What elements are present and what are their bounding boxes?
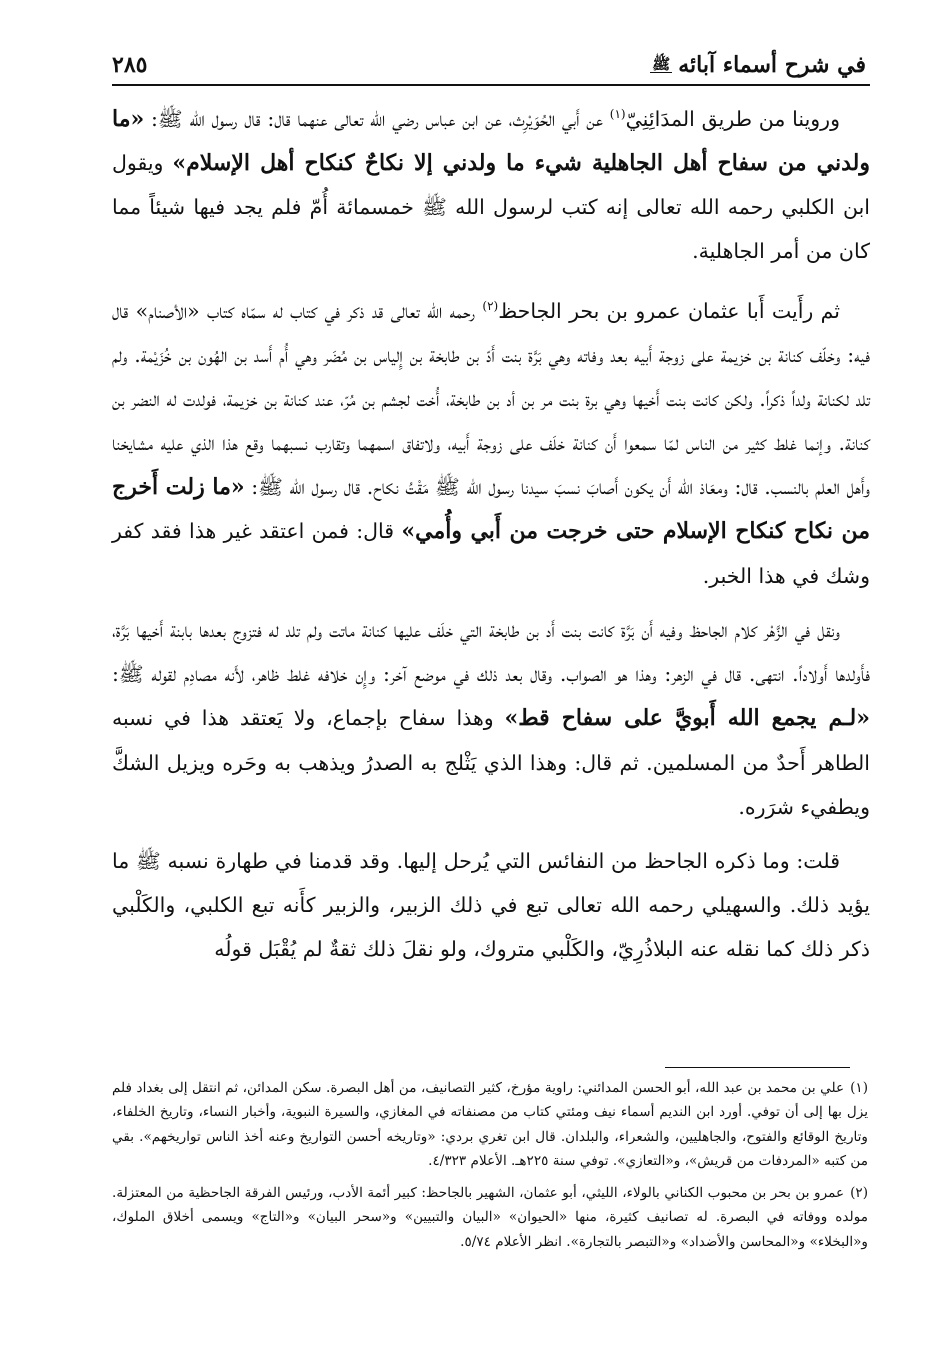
text-segment: عن أَبي الحُوَيْرِث، عن ابن عباس رضي الله تعالى عنهما قال: قال رسول الله ﷺ: xyxy=(144,106,610,131)
running-title xyxy=(650,52,866,78)
text-segment: رحمه الله تعالى قد ذكر في كتاب له سمّاه كتاب «الأصنام» قال فيه: وخلّف كنانة بن خزيمة على زوجة أَبيه بعد وفاته وهي بَرَّة بنت أَدّ بن طابخة بن إِلياس بن مُضَر وهي أُم أَسد بن الهُون بن خُزَيْمة. ولم تلد لكنانة ولداً ذكراً. ولكن كانت بنت أَخيها وهي برة بنت مر بن أد بن طابخة، أُخت لجشم بن مُرّ، عند كنانة بن خزيمة، فولدت له النضر بن كنانة. وإنما غلط كثير من الناس لمّا سمعوا أَن كنانة خلَف على زوجة أَبيه، ولاتفاق اسمهما وتقارب نسبهما وقع هذا الذي عليه مشايخنا وأَهل العلم بالنسب. قال: ومعَاذ الله أَن يكون أَصابَ نسبَ سيدنا رسول الله ﷺ مَقْتُ نكاح. قال رسول الله ﷺ: xyxy=(112,298,870,500)
footnote-item xyxy=(112,1181,868,1254)
paragraph-p4 xyxy=(112,839,870,972)
hadith-quote: «لـم يجمع الله أَبويَّ على سفاح قط» xyxy=(504,705,870,732)
text-segment: قال: فمن اعتقد غير هذا فقد كفر وشك في هذا الخبر. xyxy=(112,519,870,588)
footnote-reference: (١) xyxy=(609,107,626,121)
page-header xyxy=(112,38,866,78)
paragraph-p1 xyxy=(112,92,870,274)
footnotes xyxy=(112,1076,868,1262)
text-segment: ثم رأَيت أَبا عثمان عمرو بن بحر الجاحظ xyxy=(498,298,840,323)
text-segment: ويقول ابن الكلبي رحمه الله تعالى إنه كتب لرسول الله ﷺ خمسمائة أُمّ فلم يجد فيها شيئاً مما كان من أمر الجاهلية. xyxy=(112,151,870,264)
hadith-quote: «ما ولدني من سفاح أهل الجاهلية شيء ما ولدني إلا نكاحٌ كنكاح أهل الإسلام» xyxy=(112,105,871,177)
header-rule xyxy=(112,84,870,86)
footnote-number: (٢) xyxy=(850,1185,868,1202)
footnote-item xyxy=(112,1076,868,1173)
footnote-text: عمرو بن بحر بن محبوب الكناني بالولاء، الليثي، أبو عثمان، الشهير بالجاحظ: كبير أئمة الأدب، ورئيس الفرقة الجاحظية من المعتزلة. مولده ووفاته في البصرة. له تصانيف كثيرة، منها «الحيوان» «البيان والتبيين» و«سحر البيان» و«التاج» ويسمى أخلاق الملوك، و«البخلاء» و«المحاسن والأضداد» و«التبصر بالتجارة». انظر الأعلام ٥/٧٤. xyxy=(112,1185,868,1250)
paragraph-p2 xyxy=(112,284,870,598)
text-segment: قلت: وما ذكره الجاحظ من النفائس التي يُرحل إليها. وقد قدمنا في طهارة نسبه ﷺ ما يؤيد ذلك. والسهيلي رحمه الله تعالى تبع في ذلك الزبير، والزبير كأَنه تبع الكلبي، والكَلْبي ذكر ذلك كما نقله عنه البلاذُرِيّ، والكَلْبي متروك، ولو نقلَ ذلك ثقةٌ لم يُقْبَل قولُه xyxy=(112,848,870,962)
paragraph-p3 xyxy=(112,608,870,829)
page-number: ٢٨٥ xyxy=(112,52,148,78)
text-segment: وهذا سفاح بإجماع، ولا يَعتقد هذا في نسبه الطاهر أَحدٌ من المسلمين. ثم قال: وهذا الذي يَثْلج به الصدرُ ويذهب به وحَره ويزيل الشكَّ ويطفيء شرَره. xyxy=(112,706,870,819)
footnote-number: (١) xyxy=(850,1080,868,1096)
main-text xyxy=(112,92,870,982)
footnote-reference: (٢) xyxy=(482,298,499,313)
text-segment: ونقل في الزَّهْر كلام الجاحظ وفيه أَن بَرَّة كانت بنت أَد بن طابخة التي خلَف عليها كنانة ماتت ولم تلد له فتزوج بعدها بابنة أَخيها بَرَّة، فأَولدها أَولاداً. انتهى. قال في الزهر: وهذا هو الصواب. وقال بعد ذلك في موضع آخر: وإِن خلافه غلط ظاهر، لأَنه مصادِم لقوله ﷺ: xyxy=(112,617,870,687)
running-title-text: في شرح أسماء آبائه xyxy=(678,52,866,78)
salawat-seal-icon: ﷺ xyxy=(652,55,671,73)
hadith-quote: «ما زلت أَخرج من نكاح كنكاح الإسلام حتى خرجت من أَبي وأُمي» xyxy=(112,474,870,545)
footnote-text: علي بن محمد بن عبد الله، أبو الحسن المدائني: راوية مؤرخ، كثير التصانيف، من أهل البصرة. سكن المدائن، ثم انتقل إلى بغداد فلم يزل بها إلى أن توفي. أورد ابن النديم أسماء نيف ومئتي كتاب من مصنفاته في المغازي، والسيرة النبوية، وأخبار النساء، وتاريخ الخلفاء، وتاريخ الوقائع والفتوح، والجاهليين، والشعراء، والبلدان. قال ابن تغري بردي: «وتاريخه أحسن التواريخ وعنه أخذ الناس تواريخهم». بقي من كتبه «المردفات من قريش»، و«التعازي». توفي سنة ٢٢٥هـ. الأعلام ٤/٣٢٣. xyxy=(112,1080,868,1169)
footnote-rule xyxy=(665,1067,850,1068)
text-segment: وروينا من طريق المدَائِنِيّ xyxy=(625,106,840,131)
